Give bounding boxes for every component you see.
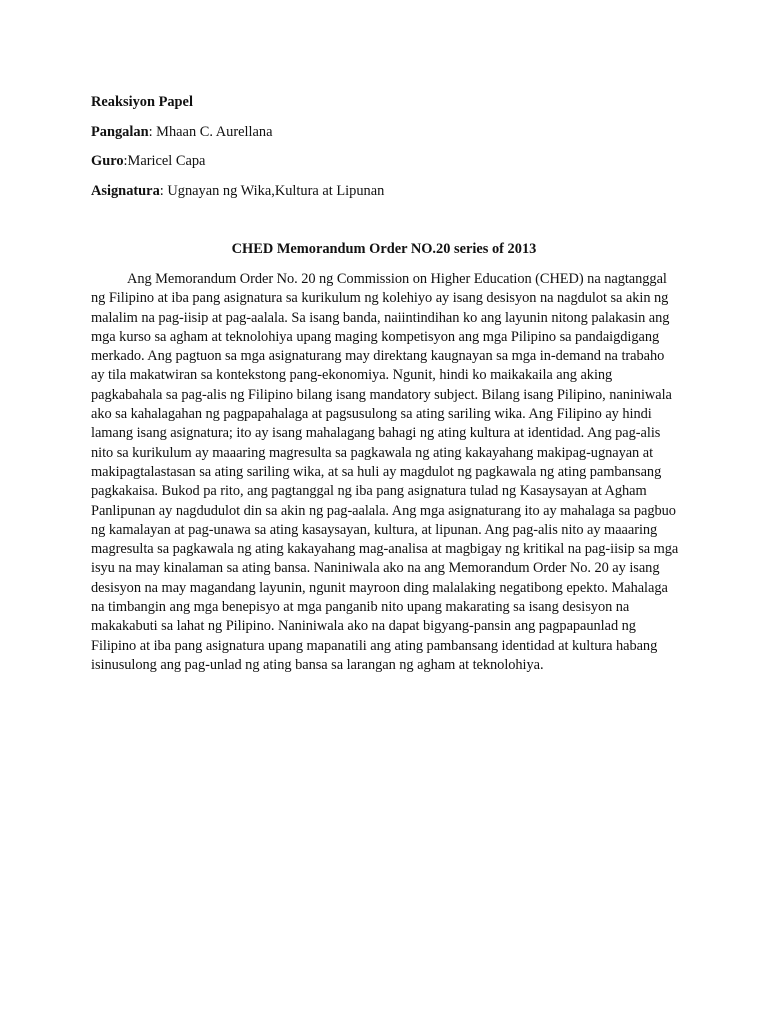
teacher-line [91,151,691,171]
subject-label: Asignatura [91,182,160,199]
teacher-label: Guro [91,153,124,169]
paper-type-line [91,92,691,112]
body-paragraph: Ang Memorandum Order No. 20 ng Commission on Higher Education (CHED) na nagtanggal ng Filipino at iba pang asignatura sa kurikulum ng kolehiyo ay isang desisyon na nagdulot sa akin ng malalim na pag-iisip at pag-aalala. Sa isang banda, naiintindihan ko ang layunin nitong palakasin ang mga kurso sa agham at teknolohiya upang maging kompetisyon ang mga Pilipino sa pandaigdigang merkado. Ang pagtuon sa mga asignaturang may direktang kaugnayan sa mga in-demand na trabaho ay tila makatwiran sa kontekstong pang-ekonomiya. Ngunit, hindi ko maikakaila ang aking pagkabahala sa pag-alis ng Filipino bilang isang mandatory subject. Bilang isang Pilipino, naniniwala ako sa kahalagahan ng pagpapahalaga at pagsusulong sa ating sariling wika. Ang Filipino ay hindi lamang isang asignatura; ito ay isang mahalagang bahagi ng ating kultura at identidad. Ang pag-alis nito sa kurikulum ay maaaring magresulta sa pagkawala ng ating kakayahang makipag-ugnayan at makipagtalastasan sa ating sariling wika, at sa huli ay magdulot ng pagkawala ng ating pambansang pagkakaisa. Bukod pa rito, ang pagtanggal ng iba pang asignatura tulad ng Kasaysayan at Agham Panlipunan ay nagdudulot din sa akin ng pag-aalala. Ang mga asignaturang ito ay mahalaga sa pagbuo ng kamalayan at pag-unawa sa ating kasaysayan, kultura, at lipunan. Ang pag-alis nito ay maaaring magresulta sa pagkawala ng ating kakayahang mag-analisa at magbigay ng kritikal na pag-iisip sa mga isyu na may kinalaman sa ating bansa. Naniniwala ako na ang Memorandum Order No. 20 ay isang desisyon na may magandang layunin, ngunit mayroon ding malalaking negatibong epekto. Mahalaga na timbangin ang mga benepisyo at mga panganib nito upang makarating sa isang desisyon na makakabuti sa lahat ng Pilipino. Naniniwala ako na dapat bigyang-pansin ang pagpapaunlad ng Filipino at iba pang asignatura upang mapanatili ang ating pambansang identidad at kultura habang isinusulong ang pag-unlad ng ating bansa sa larangan ng agham at teknolohiya. [91,271,679,673]
document-header [91,92,691,210]
teacher-value: :Maricel Capa [123,153,206,169]
paper-type-title: Reaksiyon Papel [91,94,193,110]
name-line [91,122,691,142]
name-value: : Mhaan C. Aurellana [148,123,273,140]
document-title: CHED Memorandum Order NO.20 series of 2013 [231,241,537,257]
subject-line [91,181,691,201]
subject-value: : Ugnayan ng Wika,Kultura at Lipunan [159,182,385,199]
name-label: Pangalan [91,123,149,140]
